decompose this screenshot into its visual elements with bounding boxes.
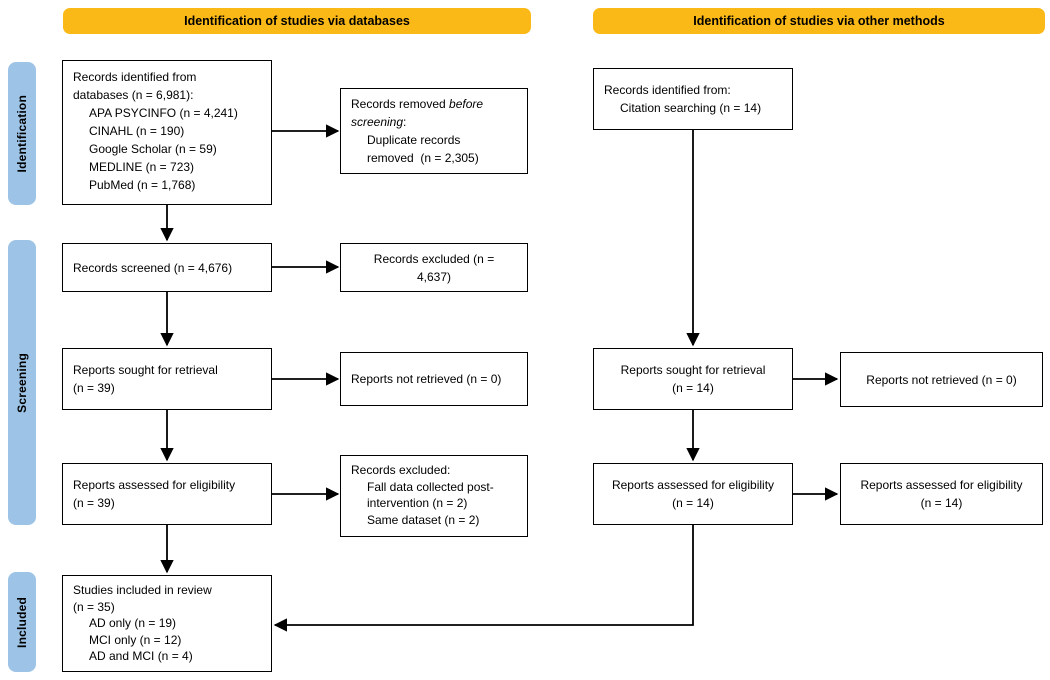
box-text-line: Reports assessed for eligibility <box>611 478 775 492</box>
box-studies-included <box>62 575 272 672</box>
box-reports-not-retrieved-other <box>840 352 1043 407</box>
box-records-removed-before-screening <box>340 88 528 174</box>
box-text-segment: Records removed <box>351 97 450 111</box>
box-records-identified-other <box>593 68 793 130</box>
box-records-excluded-eligibility <box>340 455 528 537</box>
box-text-line: (n = 14) <box>920 496 963 510</box>
box-text-segment: : <box>403 115 407 129</box>
box-records-identified-databases <box>62 60 272 205</box>
box-text-line: Records excluded: <box>351 463 451 477</box>
box-text-line: (n = 39) <box>73 496 115 510</box>
box-text-line: Same dataset (n = 2) <box>367 512 480 527</box>
box-text-line: (n = 39) <box>73 381 115 395</box>
stage-tab-identification <box>8 62 36 205</box>
box-text-line: Reports sought for retrieval <box>73 363 218 377</box>
box-text-line: Records excluded (n = <box>373 251 495 266</box>
box-reports-not-retrieved-databases <box>340 352 528 406</box>
stage-label-identification: Identification <box>15 94 29 173</box>
stage-label-included: Included <box>15 596 29 648</box>
box-text-line: Reports assessed for eligibility <box>73 478 236 492</box>
box-text-line: (n = 35) <box>73 599 115 614</box>
box-text-line <box>351 113 517 131</box>
box-reports-assessed-databases <box>62 463 272 525</box>
box-text-line: removed (n = 2,305) <box>367 151 479 165</box>
banner-other-methods <box>593 8 1045 34</box>
box-text-line: (n = 14) <box>672 381 714 395</box>
box-records-screened <box>62 243 272 292</box>
box-text-line: Reports assessed for eligibility <box>860 478 1023 492</box>
box-text-line: Studies included in review <box>73 583 212 597</box>
box-reports-sought-other <box>593 348 793 410</box>
box-text-line: databases (n = 6,981): <box>73 88 194 102</box>
box-text-segment-italic: before <box>449 97 484 111</box>
box-text-line: Google Scholar (n = 59) <box>89 142 217 156</box>
stage-tab-screening <box>8 240 36 525</box>
box-text-line: PubMed (n = 1,768) <box>89 178 196 192</box>
box-text-line: Reports sought for retrieval <box>620 363 766 377</box>
box-text-line: Records identified from: <box>604 83 731 97</box>
box-reports-assessed-other <box>593 463 793 525</box>
box-text-line: Reports not retrieved (n = 0) <box>351 372 502 386</box>
box-text-line: (n = 14) <box>672 496 714 510</box>
box-reports-sought-databases <box>62 348 272 410</box>
box-text-line: Reports not retrieved (n = 0) <box>866 372 1017 387</box>
stage-tab-included <box>8 572 36 672</box>
box-records-excluded <box>340 243 528 292</box>
stage-label-screening: Screening <box>15 352 29 413</box>
box-text-line: Records screened (n = 4,676) <box>73 260 233 275</box>
banner-other-methods-label: Identification of studies via other methods <box>693 14 945 28</box>
box-reports-assessed-other-right <box>840 463 1043 525</box>
box-text-line: Duplicate records <box>367 133 461 147</box>
box-text-line: intervention (n = 2) <box>367 496 468 510</box>
box-text-line: Fall data collected post- <box>367 479 494 494</box>
banner-databases <box>63 8 531 34</box>
box-text-line: Records identified from <box>73 70 197 84</box>
box-text-segment-italic: screening <box>351 115 404 129</box>
box-text-line: 4,637) <box>416 269 452 284</box>
banner-databases-label: Identification of studies via databases <box>184 14 410 28</box>
box-text-line: Citation searching (n = 14) <box>620 101 762 115</box>
box-text-line: MEDLINE (n = 723) <box>89 160 195 174</box>
box-text-line: MCI only (n = 12) <box>89 632 182 647</box>
box-text-line: CINAHL (n = 190) <box>89 124 185 138</box>
box-text-line: AD and MCI (n = 4) <box>89 649 193 663</box>
box-text-line: APA PSYCINFO (n = 4,241) <box>89 106 238 120</box>
arrow-other-assessed-to-included <box>275 525 693 625</box>
box-text-line: AD only (n = 19) <box>89 616 177 630</box>
box-text-line <box>351 95 517 113</box>
